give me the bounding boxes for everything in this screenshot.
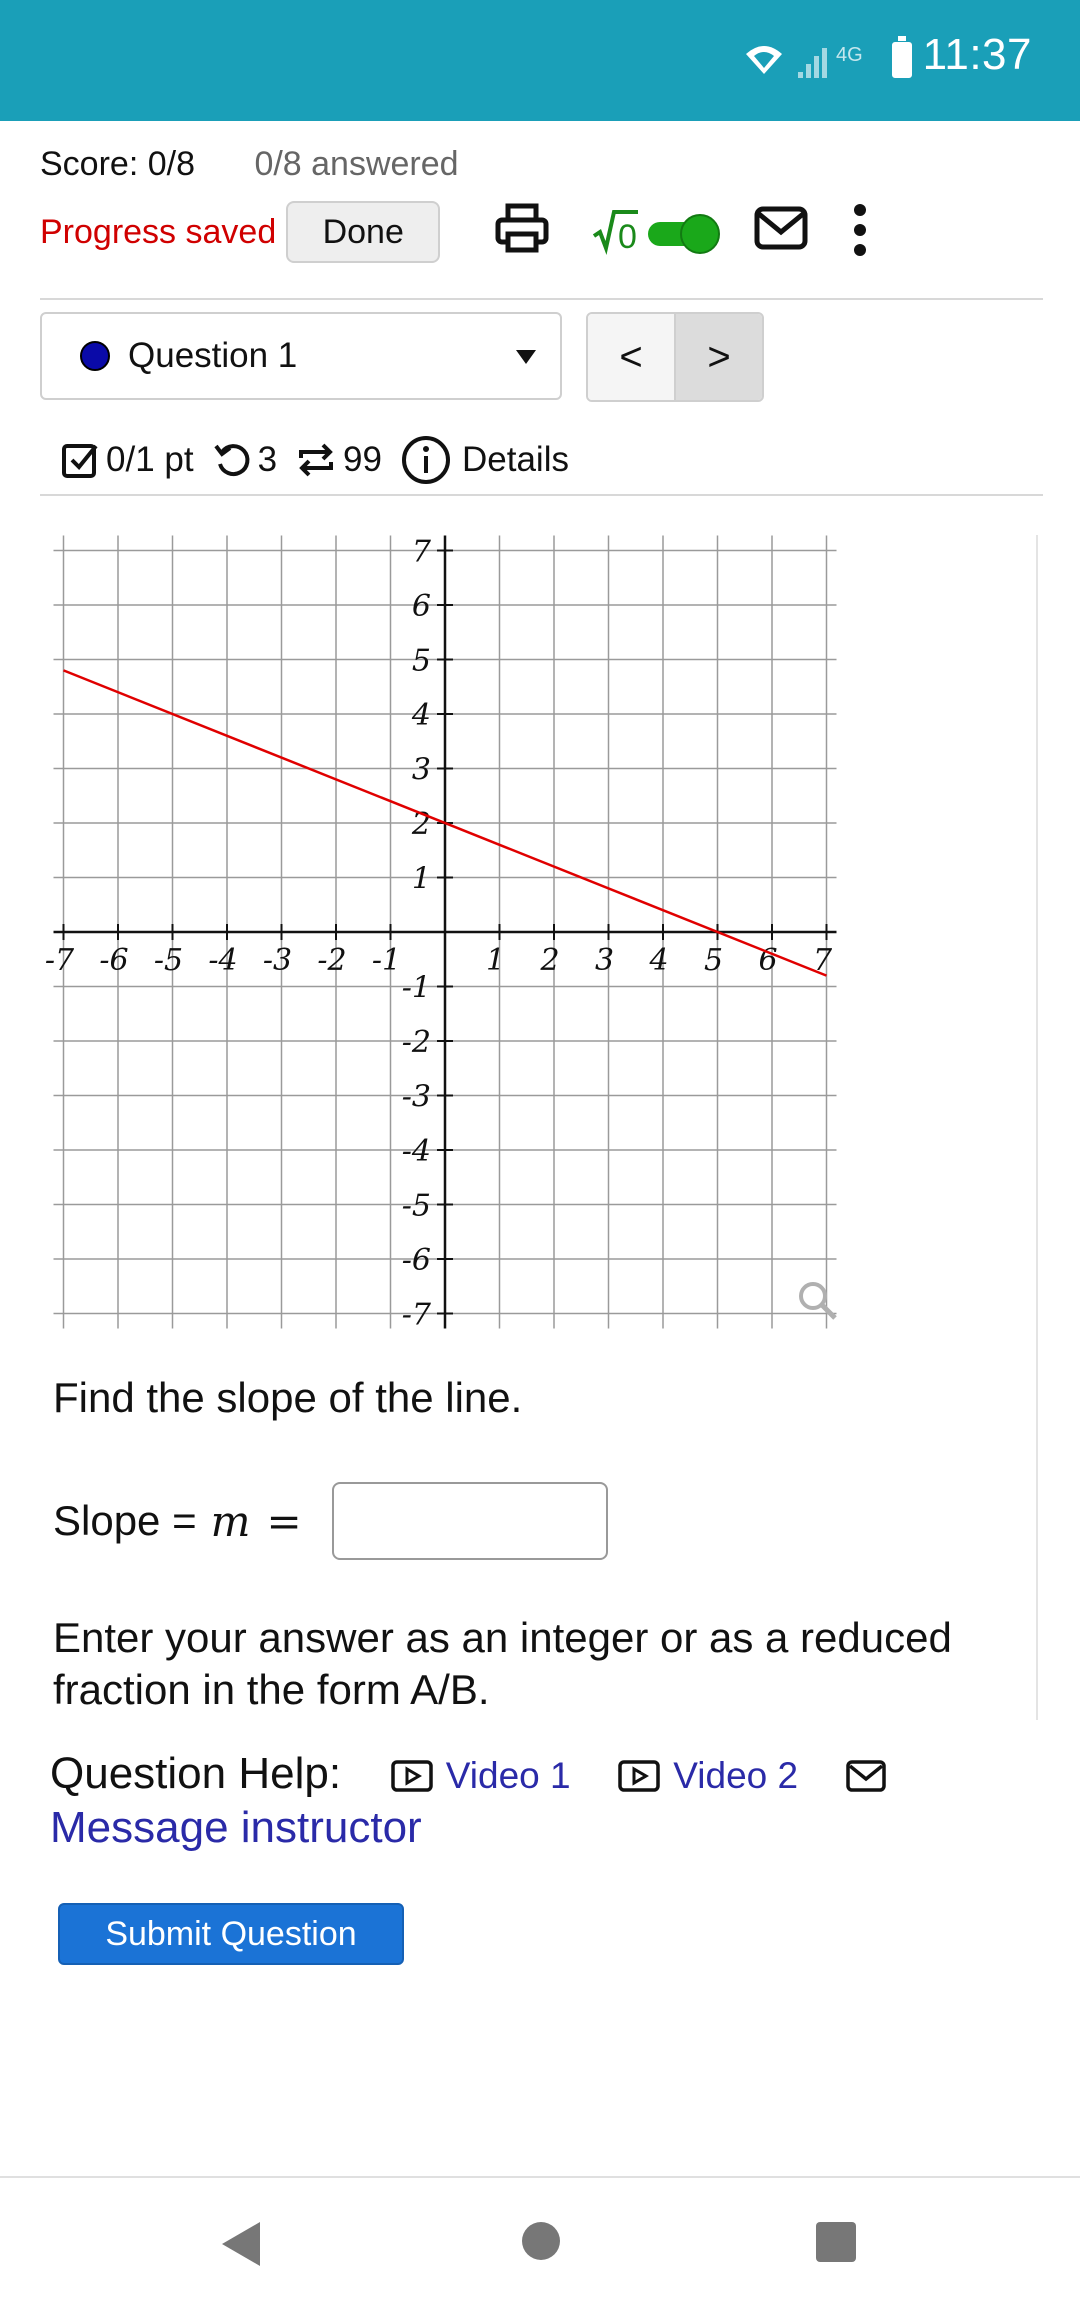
y-tick-label: -7 bbox=[401, 1297, 431, 1330]
home-icon[interactable] bbox=[522, 2222, 560, 2260]
message-instructor-label: Message instructor bbox=[50, 1803, 422, 1852]
status-bar bbox=[0, 0, 1080, 121]
y-tick-label: -4 bbox=[401, 1134, 431, 1169]
y-tick-label: -5 bbox=[401, 1188, 431, 1224]
divider bbox=[40, 298, 1043, 300]
y-tick-label: 6 bbox=[411, 589, 431, 624]
details-label: Details bbox=[461, 440, 569, 479]
points-item bbox=[60, 440, 194, 480]
caret-down-icon bbox=[516, 350, 536, 364]
coordinate-graph bbox=[40, 530, 850, 1330]
y-tick-label: -3 bbox=[401, 1079, 431, 1115]
y-tick-label: 7 bbox=[411, 534, 431, 570]
network-type: 4G bbox=[836, 44, 863, 66]
video-icon bbox=[617, 1759, 661, 1793]
question-help bbox=[50, 1748, 1030, 1854]
x-tick-label: 1 bbox=[485, 943, 506, 978]
math-toggle-icon[interactable] bbox=[592, 204, 722, 260]
x-tick-label: -2 bbox=[317, 943, 347, 978]
y-tick-label: 4 bbox=[411, 698, 431, 733]
wifi-icon bbox=[744, 42, 784, 76]
print-icon[interactable] bbox=[494, 200, 550, 256]
x-tick-label: 2 bbox=[540, 943, 560, 978]
slope-answer-row bbox=[53, 1480, 608, 1562]
video-icon bbox=[390, 1759, 434, 1793]
recent-apps-icon[interactable] bbox=[816, 2222, 856, 2262]
progress-saved-status: Progress saved bbox=[40, 212, 277, 251]
retries-item bbox=[212, 440, 277, 480]
question-prompt: Find the slope of the line. bbox=[53, 1374, 523, 1421]
attempts-text: 99 bbox=[343, 440, 382, 479]
question-select[interactable] bbox=[40, 312, 562, 400]
score-line bbox=[40, 145, 459, 184]
question-nav-group bbox=[586, 312, 764, 402]
content-border bbox=[1036, 535, 1038, 1720]
video-2-link[interactable] bbox=[617, 1749, 810, 1798]
x-tick-label: -5 bbox=[153, 943, 184, 978]
y-tick-label: -6 bbox=[401, 1243, 431, 1278]
submit-question-button[interactable]: Submit Question bbox=[58, 1903, 404, 1965]
retries-text: 3 bbox=[257, 440, 278, 479]
info-icon bbox=[400, 434, 452, 486]
back-icon[interactable] bbox=[222, 2222, 260, 2266]
x-tick-label: 6 bbox=[758, 943, 778, 978]
help-label: Question Help: bbox=[50, 1749, 342, 1798]
slope-equals: = bbox=[266, 1496, 302, 1546]
attempts-item bbox=[295, 440, 382, 480]
toolbar bbox=[40, 200, 440, 264]
y-tick-label: 3 bbox=[411, 752, 431, 788]
mail-icon bbox=[845, 1759, 887, 1793]
prev-question-button[interactable]: < bbox=[588, 314, 674, 400]
x-tick-label: 7 bbox=[812, 943, 833, 978]
x-tick-label: -1 bbox=[371, 943, 402, 978]
answered-count: 0/8 answered bbox=[254, 145, 459, 183]
svg-text:0: 0 bbox=[618, 218, 637, 256]
x-tick-label: 3 bbox=[594, 943, 615, 978]
x-tick-label: 5 bbox=[703, 943, 724, 978]
clock: 11:37 bbox=[922, 30, 1032, 79]
divider bbox=[40, 494, 1043, 496]
x-tick-label: -7 bbox=[44, 943, 75, 978]
x-tick-label: -6 bbox=[99, 943, 129, 978]
done-button[interactable]: Done bbox=[286, 201, 440, 263]
x-tick-label: 4 bbox=[649, 943, 669, 978]
question-meta bbox=[60, 428, 587, 492]
checkbox-icon bbox=[60, 440, 100, 480]
y-tick-label: -2 bbox=[401, 1025, 431, 1060]
battery-icon bbox=[892, 42, 912, 78]
answer-instructions: Enter your answer as an integer or as a reduced fraction in the form A/B. bbox=[53, 1614, 952, 1713]
x-tick-label: -3 bbox=[262, 943, 293, 978]
signal-icon bbox=[796, 44, 836, 80]
x-tick-label: -4 bbox=[208, 943, 238, 978]
y-tick-label: 2 bbox=[411, 807, 431, 842]
more-options-icon[interactable] bbox=[852, 202, 868, 258]
y-tick-label: -1 bbox=[401, 970, 431, 1006]
details-button[interactable] bbox=[400, 434, 569, 486]
slope-label: Slope = bbox=[53, 1497, 197, 1544]
mail-icon[interactable] bbox=[754, 206, 808, 250]
video-2-label: Video 2 bbox=[673, 1755, 799, 1796]
video-1-link[interactable] bbox=[390, 1749, 583, 1798]
y-tick-label: 1 bbox=[411, 861, 431, 897]
points-text: 0/1 pt bbox=[106, 440, 194, 479]
video-1-label: Video 1 bbox=[445, 1755, 571, 1796]
slope-variable: m bbox=[210, 1496, 251, 1546]
score: Score: 0/8 bbox=[40, 145, 195, 183]
question-select-label: Question 1 bbox=[128, 336, 298, 375]
slope-input[interactable] bbox=[332, 1482, 608, 1560]
system-nav-bar bbox=[0, 2176, 1080, 2302]
undo-icon bbox=[212, 440, 252, 480]
repeat-icon bbox=[295, 440, 337, 480]
next-question-button[interactable]: > bbox=[674, 314, 762, 400]
question-status-dot bbox=[80, 341, 110, 371]
y-tick-label: 5 bbox=[411, 643, 431, 679]
